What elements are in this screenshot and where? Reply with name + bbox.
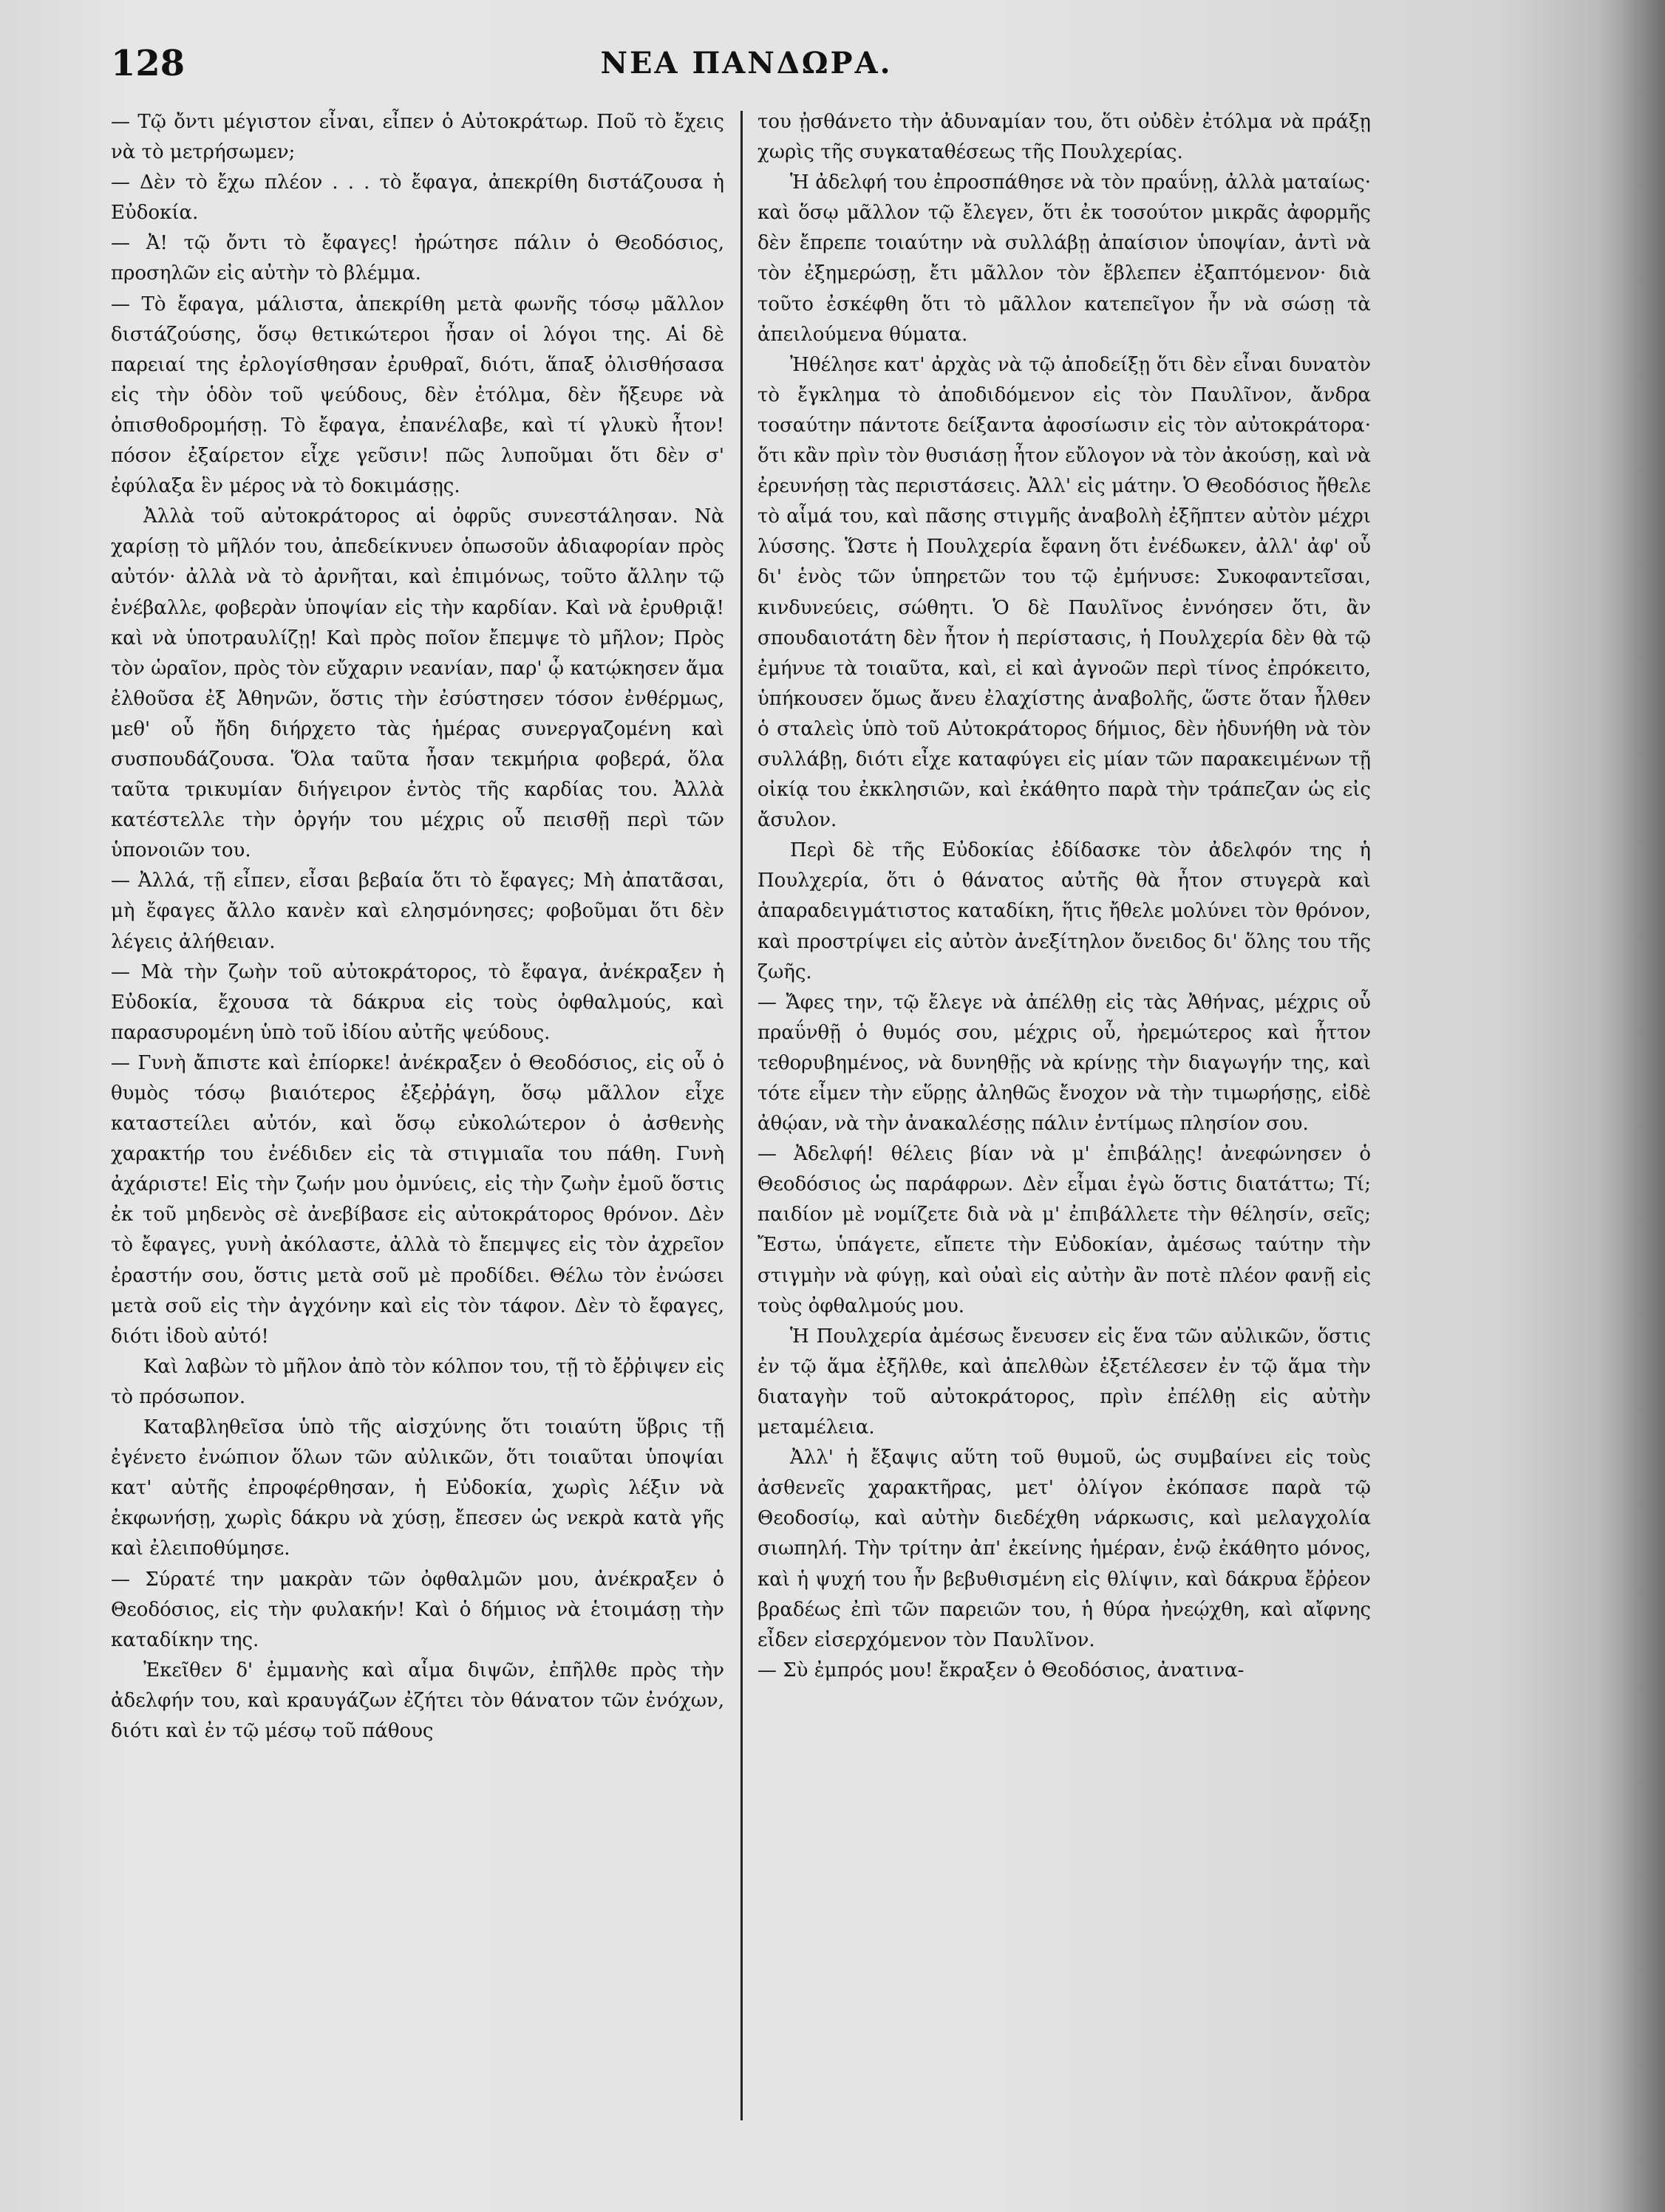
paragraph: Καὶ λαβὼν τὸ μῆλον ἀπὸ τὸν κόλπον του, τῇ τὸ ἔῤῥιψεν εἰς τὸ πρόσωπον. (111, 1355, 724, 1408)
paragraph: Ἡ Πουλχερία ἀμέσως ἔνευσεν εἰς ἕνα τῶν αὐλικῶν, ὅστις ἐν τῷ ἅμα ἐξῆλθε, καὶ ἀπελθὼν ἐξετέλεσεν ἐν τῷ ἅμα τὴν διαταγὴν τοῦ αὐτοκράτορος, πρὶν ἐπέλθῃ εἰς αὐτὴν μεταμέλεια. (757, 1325, 1371, 1439)
paragraph: — Ἀλλά, τῇ εἶπεν, εἶσαι βεβαία ὅτι τὸ ἔφαγες; Μὴ ἀπατᾶσαι, μὴ ἔφαγες ἄλλο κανὲν καὶ ελησμόνησες; φοβοῦμαι ὅτι δὲν λέγεις ἀλήθειαν. (111, 870, 724, 953)
paragraph: Ἀλλ' ἡ ἔξαψις αὕτη τοῦ θυμοῦ, ὡς συμβαίνει εἰς τοὺς ἀσθενεῖς χαρακτῆρας, μετ' ὀλίγον ἐκόπασε παρὰ τῷ Θεοδοσίῳ, καὶ αὐτὴν διεδέχθη νάρκωσις, καὶ μελαγχολία σιωπηλή. Τὴν τρίτην ἀπ' ἐκείνης ἡμέραν, ἐνῷ ἐκάθητο μόνος, καὶ ἡ ψυχή του ἦν βεβυθισμένη εἰς θλίψιν, καὶ δάκρυα ἔῤῥεον βραδέως ἐπὶ τῶν παρειῶν του, ἡ θύρα ἠνεῴχθη, καὶ αἴφνης εἶδεν εἰσερχόμενον τὸν Παυλῖνον. (757, 1447, 1371, 1651)
paragraph: Περὶ δὲ τῆς Εὐδοκίας ἐδίδασκε τὸν ἀδελφόν της ἡ Πουλχερία, ὅτι ὁ θάνατος αὐτῆς θὰ ἦτον στυγερὰ καὶ ἀπαραδειγμάτιστος καταδίκη, ἥτις ἤθελε μολύνει τὸν θρόνον, καὶ προστρίψει εἰς αὐτὸν ἀνεξίτηλον ὄνειδος δι' ὅλης του τῆς ζωῆς. (757, 839, 1371, 983)
page-header (111, 43, 1382, 95)
right-column (757, 107, 1371, 1686)
paragraph: Ἐκεῖθεν δ' ἐμμανὴς καὶ αἷμα διψῶν, ἐπῆλθε πρὸς τὴν ἀδελφήν του, καὶ κραυγάζων ἐζήτει τὸν θάνατον τῶν ἐνόχων, διότι καὶ ἐν τῷ μέσῳ τοῦ πάθους (111, 1659, 724, 1742)
page-edge-shadow (1598, 0, 1665, 2212)
paragraph: Ἀλλὰ τοῦ αὐτοκράτορος αἱ ὀφρῦς συνεστάλησαν. Νὰ χαρίσῃ τὸ μῆλόν του, ἀπεδείκνυεν ὁπωσοῦν ἀδιαφορίαν πρὸς αὐτόν· ἀλλὰ νὰ τὸ ἀρνῆται, καὶ ἐπιμόνως, τοῦτο ἄλλην τῷ ἐνέβαλλε, φοβερὰν ὑποψίαν εἰς τὴν καρδίαν. Καὶ νὰ ἐρυθριᾷ! καὶ νὰ ὑποτραυλίζῃ! Καὶ πρὸς ποῖον ἔπεμψε τὸ μῆλον; Πρὸς τὸν ὡραῖον, πρὸς τὸν εὔχαριν νεανίαν, παρ' ᾧ κατῴκησεν ἅμα ἐλθοῦσα ἐξ Ἀθηνῶν, ὅστις τὴν ἐσύστησεν τόσον ἐνθέρμως, μεθ' οὗ ἤδη διήρχετο τὰς ἡμέρας συνεργαζομένη καὶ συσπουδάζουσα. Ὅλα ταῦτα ἦσαν τεκμήρια φοβερά, ὅλα ταῦτα τρικυμίαν διήγειρον ἐντὸς τῆς καρδίας του. Ἀλλὰ κατέστελλε τὴν ὀργήν του μέχρις οὗ πεισθῇ περὶ τῶν ὑπονοιῶν του. (111, 505, 724, 862)
paragraph: — Τῷ ὄντι μέγιστον εἶναι, εἶπεν ὁ Αὐτοκράτωρ. Ποῦ τὸ ἔχεις νὰ τὸ μετρήσωμεν; (111, 111, 724, 164)
paragraph: — Τὸ ἔφαγα, μάλιστα, ἀπεκρίθη μετὰ φωνῆς τόσῳ μᾶλλον διστάζούσης, ὅσῳ θετικώτεροι ἦσαν οἱ λόγοι της. Αἱ δὲ παρειαί της ἐρλογίσθησαν ἐρυθραῖ, διότι, ἅπαξ ὀλισθήσασα εἰς τὴν ὁδὸν τοῦ ψεύδους, δὲν ἐτόλμα, δὲν ἤξευρε νὰ ὀπισθοδρομήσῃ. Τὸ ἔφαγα, ἐπανέλαβε, καὶ τί γλυκὺ ἦτον! πόσον ἐξαίρετον εἶχε γεῦσιν! πῶς λυποῦμαι ὅτι δὲν σ' ἐφύλαξα ἓν μέρος νὰ τὸ δοκιμάσῃς. (111, 293, 724, 498)
paragraph: του ᾐσθάνετο τὴν ἀδυναμίαν του, ὅτι οὐδὲν ἐτόλμα νὰ πράξῃ χωρὶς τῆς συγκαταθέσεως τῆς Πουλχερίας. (757, 111, 1371, 164)
column-divider (740, 111, 743, 2120)
paragraph: — Σὺ ἐμπρός μου! ἔκραξεν ὁ Θεοδόσιος, ἀνατινα- (757, 1659, 1245, 1682)
paragraph: Καταβληθεῖσα ὑπὸ τῆς αἰσχύνης ὅτι τοιαύτη ὕβρις τῇ ἐγένετο ἐνώπιον ὅλων τῶν αὐλικῶν, ὅτι τοιαῦται ὑποψίαι κατ' αὐτῆς ἐπροφέρθησαν, ἡ Εὐδοκία, χωρὶς λέξιν νὰ ἐκφωνήσῃ, χωρὶς δάκρυ νὰ χύσῃ, ἔπεσεν ὡς νεκρὰ κατὰ γῆς καὶ ἐλειποθύμησε. (111, 1416, 724, 1560)
paragraph: — Σύρατέ την μακρὰν τῶν ὀφθαλμῶν μου, ἀνέκραξεν ὁ Θεοδόσιος, εἰς τὴν φυλακήν! Καὶ ὁ δήμιος νὰ ἑτοιμάσῃ τὴν καταδίκην της. (111, 1568, 724, 1651)
paragraph: — Ἀ! τῷ ὄντι τὸ ἔφαγες! ἠρώτησε πάλιν ὁ Θεοδόσιος, προσηλῶν εἰς αὐτὴν τὸ βλέμμα. (111, 232, 724, 285)
paragraph: — Δὲν τὸ ἔχω πλέον . . . τὸ ἔφαγα, ἀπεκρίθη διστάζουσα ἡ Εὐδοκία. (111, 171, 724, 225)
paragraph: — Ἄφες την, τῷ ἔλεγε νὰ ἀπέλθῃ εἰς τὰς Ἀθήνας, μέχρις οὗ πραΰνθῇ ὁ θυμός σου, μέχρις οὗ, ἠρεμώτερος καὶ ἧττον τεθορυβημένος, νὰ δυνηθῇς νὰ κρίνῃς τὴν διαγωγήν της, καὶ τότε εἶμεν τὴν εὕρῃς ἀληθῶς ἔνοχον νὰ τὴν τιμωρήσῃς, εἰδὲ ἀθῴαν, νὰ τὴν ἀνακαλέσῃς πάλιν ἐντίμως πλησίον σου. (757, 991, 1371, 1136)
paragraph: Ἠθέλησε κατ' ἀρχὰς νὰ τῷ ἀποδείξῃ ὅτι δὲν εἶναι δυνατὸν τὸ ἔγκλημα τὸ ἀποδιδόμενον εἰς τὸν Παυλῖνον, ἄνδρα τοσαύτην πάντοτε δείξαντα ἀφοσίωσιν εἰς τὸν αὐτοκράτορα· ὅτι κἂν πρὶν τὸν θυσιάσῃ ἦτον εὔλογον νὰ τὸν ἀκούσῃ, καὶ νὰ ἐρευνήσῃ τὰς περιστάσεις. Ἀλλ' εἰς μάτην. Ὁ Θεοδόσιος ἤθελε τὸ αἷμά του, καὶ πᾶσης στιγμῆς ἀναβολὴ ἐξῆπτεν αὐτὸν μέχρι λύσσης. Ὥστε ἡ Πουλχερία ἔφανη ὅτι ἐνέδωκεν, ἀλλ' ἀφ' οὗ δι' ἑνὸς τῶν ὑπηρετῶν του τῷ ἐμήνυσε: Συκοφαντεῖσαι, κινδυνεύεις, σώθητι. Ὁ δὲ Παυλῖνος ἐννόησεν ὅτι, ἂν σπουδαιοτάτη δὲν ἦτον ἡ περίστασις, ἡ Πουλχερία δὲν θὰ τῷ ἐμήνυε τὰ τοιαῦτα, καὶ, εἰ καὶ ἀγνοῶν περὶ τίνος ἐπρόκειτο, ὑπήκουσεν ὅμως ἄνευ ἐλαχίστης ἀναβολῆς, ὥστε ὅταν ἦλθεν ὁ σταλεὶς ὑπὸ τοῦ Αὐτοκράτορος δήμιος, δὲν ἠδυνήθη νὰ τὸν συλλάβῃ, διότι εἶχε καταφύγει εἰς μίαν τῶν παρακειμένων τῇ οἰκίᾳ του ἐκκλησιῶν, καὶ ἐκάθητο παρὰ τὴν τράπεζαν ὡς εἰς ἄσυλον. (757, 353, 1371, 832)
paragraph: — Μὰ τὴν ζωὴν τοῦ αὐτοκράτορος, τὸ ἔφαγα, ἀνέκραξεν ἡ Εὐδοκία, ἔχουσα τὰ δάκρυα εἰς τοὺς ὀφθαλμούς, καὶ παρασυρομένη ὑπὸ τοῦ ἰδίου αὐτῆς ψεύδους. (111, 960, 724, 1044)
running-title: ΝΕΑ ΠΑΝΔΩΡΑ. (600, 46, 893, 81)
page-number: 128 (111, 43, 185, 84)
paragraph: — Ἀδελφή! θέλεις βίαν νὰ μ' ἐπιβάλῃς! ἀνεφώνησεν ὁ Θεοδόσιος ὡς παράφρων. Δὲν εἶμαι ἐγὼ ὅστις διατάττω; Τί; παιδίον μὲ νομίζετε διὰ νὰ μ' ἐπιβάλλετε τὴν θέλησίν, σεῖς; Ἔστω, ὑπάγετε, εἴπετε τὴν Εὐδοκίαν, ἀμέσως ταύτην τὴν στιγμὴν νὰ φύγῃ, καὶ οὐαὶ εἰς αὐτὴν ἂν ποτὲ πλέον φανῇ εἰς τοὺς ὀφθαλμούς μου. (757, 1143, 1371, 1317)
left-column (111, 107, 724, 1747)
paragraph: — Γυνὴ ἄπιστε καὶ ἐπίορκε! ἀνέκραξεν ὁ Θεοδόσιος, εἰς οὗ ὁ θυμὸς τόσῳ βιαιότερος ἐξεῤῥάγη, ὅσῳ μᾶλλον εἶχε καταστείλει αὐτόν, καὶ ὅσῳ εὐκολώτερον ὁ ἀσθενὴς χαρακτήρ του ἐνέδιδεν εἰς τὰ στιγμιαῖα του πάθη. Γυνὴ ἀχάριστε! Εἰς τὴν ζωήν μου ὀμνύεις, εἰς τὴν ζωὴν ἐμοῦ ὅστις ἐκ τοῦ μηδενὸς σὲ ἀνεβίβασε εἰς αὐτοκράτορος θρόνον. Δὲν τὸ ἔφαγες, γυνὴ ἀκόλαστε, ἀλλὰ τὸ ἔπεμψες εἰς τὸν ἀχρεῖον ἐραστήν σου, ὅστις μετὰ σοῦ μὲ προδίδει. Θέλω τὸν ἐνώσει μετὰ σοῦ εἰς τὴν ἀγχόνην καὶ εἰς τὸν τάφον. Δὲν τὸ ἔφαγες, διότι ἰδοὺ αὐτό! (111, 1051, 724, 1348)
paragraph: Ἡ ἀδελφή του ἐπροσπάθησε νὰ τὸν πραΰνῃ, ἀλλὰ ματαίως· καὶ ὅσῳ μᾶλλον τῷ ἔλεγεν, ὅτι ἐκ τοσούτον μικρᾶς ἀφορμῆς δὲν ἔπρεπε τοιαύτην νὰ συλλάβῃ ἀπαίσιον ὑποψίαν, ἀντὶ νὰ τὸν ἐξημερώσῃ, ἔτι μᾶλλον τὸν ἔβλεπεν ἐξαπτόμενον· διὰ τοῦτο ἐσκέφθη ὅτι τὸ μᾶλλον κατεπεῖγον ἦν νὰ σώσῃ τὰ ἀπειλούμενα θύματα. (757, 171, 1371, 346)
